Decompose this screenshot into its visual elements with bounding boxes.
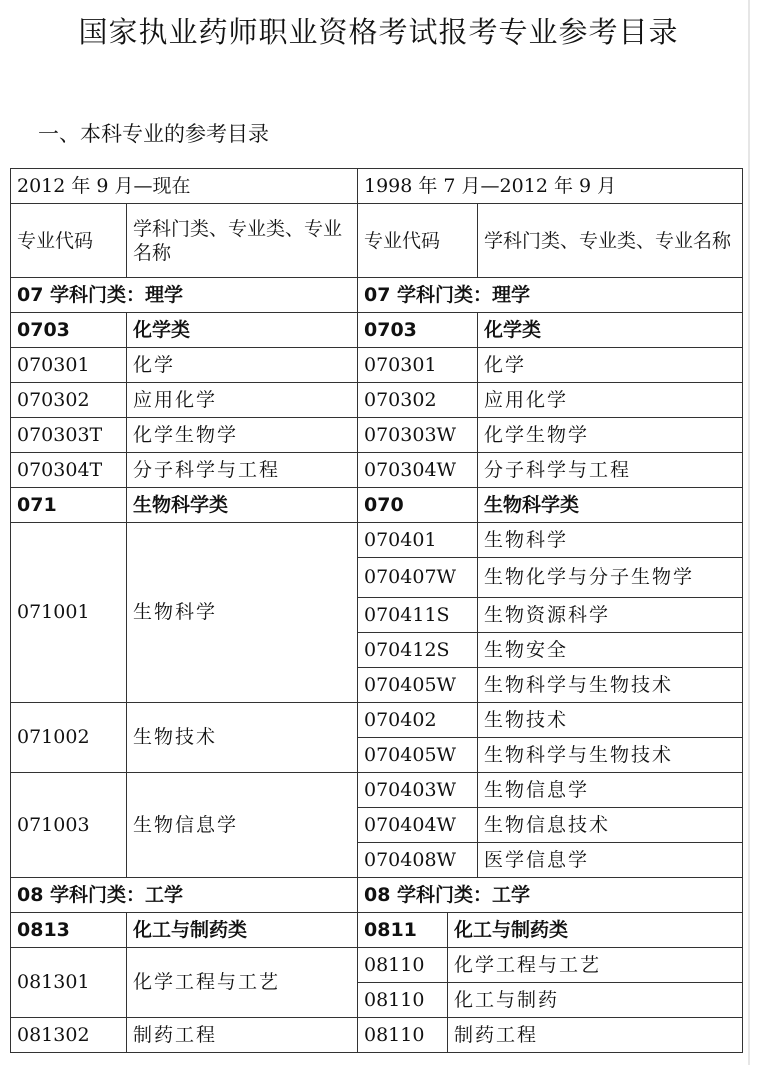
major-name: 生物技术 bbox=[127, 703, 358, 773]
table-row bbox=[11, 523, 358, 703]
major-name: 生物信息学 bbox=[127, 773, 358, 878]
major-code: 070405W bbox=[358, 668, 478, 703]
major-code: 081302 bbox=[11, 1018, 127, 1053]
table-row bbox=[358, 633, 743, 668]
table-row bbox=[358, 808, 743, 843]
section-heading: 一、本科专业的参考目录 bbox=[38, 122, 269, 146]
table-row bbox=[358, 703, 743, 738]
major-name: 应用化学 bbox=[127, 383, 358, 418]
page-title: 国家执业药师职业资格考试报考专业参考目录 bbox=[78, 15, 679, 49]
table-row bbox=[358, 738, 743, 773]
table-row bbox=[358, 668, 743, 703]
table-row bbox=[358, 1018, 743, 1053]
major-name: 制药工程 bbox=[448, 1018, 743, 1053]
major-code: 070303T bbox=[11, 418, 127, 453]
header-row bbox=[358, 204, 743, 278]
group-row bbox=[11, 488, 358, 523]
major-code: 070302 bbox=[358, 383, 478, 418]
group-row bbox=[11, 313, 358, 348]
major-name: 化学 bbox=[127, 348, 358, 383]
major-name: 生物科学与生物技术 bbox=[478, 668, 743, 703]
major-name: 医学信息学 bbox=[478, 843, 743, 878]
group-code: 0703 bbox=[358, 313, 478, 348]
major-name: 化学 bbox=[478, 348, 743, 383]
table-row bbox=[358, 773, 743, 808]
major-name: 化学生物学 bbox=[478, 418, 743, 453]
major-name: 生物信息技术 bbox=[478, 808, 743, 843]
major-code: 070412S bbox=[358, 633, 478, 668]
major-name: 生物资源科学 bbox=[478, 598, 743, 633]
period-row bbox=[358, 169, 743, 204]
header-row bbox=[11, 204, 358, 278]
major-name: 生物技术 bbox=[478, 703, 743, 738]
table-row bbox=[11, 453, 358, 488]
group-name: 生物科学类 bbox=[127, 488, 358, 523]
major-name: 化学工程与工艺 bbox=[448, 948, 743, 983]
group-code: 0813 bbox=[11, 913, 127, 948]
column-header-code: 专业代码 bbox=[11, 204, 127, 278]
major-name: 化学工程与工艺 bbox=[127, 948, 358, 1018]
major-code: 070408W bbox=[358, 843, 478, 878]
table-row bbox=[358, 348, 743, 383]
group-code: 0811 bbox=[358, 913, 448, 948]
table-row bbox=[358, 523, 743, 558]
major-name: 生物安全 bbox=[478, 633, 743, 668]
major-code: 070304T bbox=[11, 453, 127, 488]
group-name: 化工与制药类 bbox=[448, 913, 743, 948]
group-name: 化工与制药类 bbox=[127, 913, 358, 948]
table-row bbox=[11, 348, 358, 383]
period-label: 2012 年 9 月—现在 bbox=[11, 169, 358, 204]
table-row bbox=[11, 703, 358, 773]
group-name: 生物科学类 bbox=[478, 488, 743, 523]
category-row bbox=[11, 878, 358, 913]
major-code: 070304W bbox=[358, 453, 478, 488]
table-row bbox=[358, 418, 743, 453]
table-row bbox=[358, 453, 743, 488]
table-row bbox=[11, 418, 358, 453]
major-code: 071003 bbox=[11, 773, 127, 878]
table-row bbox=[358, 948, 743, 983]
major-code: 070402 bbox=[358, 703, 478, 738]
major-code: 071002 bbox=[11, 703, 127, 773]
major-name: 化学生物学 bbox=[127, 418, 358, 453]
group-row bbox=[358, 313, 743, 348]
major-code: 08110 bbox=[358, 948, 448, 983]
group-row bbox=[358, 913, 743, 948]
table-row bbox=[358, 983, 743, 1018]
major-name: 生物化学与分子生物学 bbox=[478, 558, 743, 598]
period-row bbox=[11, 169, 358, 204]
group-code: 0703 bbox=[11, 313, 127, 348]
table-row bbox=[358, 843, 743, 878]
category-label: 08 学科门类：工学 bbox=[358, 878, 743, 913]
category-label: 07 学科门类：理学 bbox=[11, 278, 358, 313]
group-row bbox=[11, 913, 358, 948]
table-row bbox=[11, 948, 358, 1018]
major-code: 070411S bbox=[358, 598, 478, 633]
table-row bbox=[358, 383, 743, 418]
group-name: 化学类 bbox=[478, 313, 743, 348]
major-code: 070403W bbox=[358, 773, 478, 808]
column-header-name: 学科门类、专业类、专业名称 bbox=[127, 204, 358, 278]
major-code: 08110 bbox=[358, 983, 448, 1018]
column-header-code: 专业代码 bbox=[358, 204, 478, 278]
major-name: 分子科学与工程 bbox=[127, 453, 358, 488]
major-code: 070405W bbox=[358, 738, 478, 773]
category-row bbox=[11, 278, 358, 313]
category-label: 08 学科门类：工学 bbox=[11, 878, 358, 913]
major-code: 070301 bbox=[358, 348, 478, 383]
major-code: 081301 bbox=[11, 948, 127, 1018]
catalog-tables bbox=[10, 168, 742, 1052]
current-catalog-table bbox=[10, 168, 358, 1053]
category-row bbox=[358, 878, 743, 913]
table-row bbox=[358, 558, 743, 598]
major-name: 制药工程 bbox=[127, 1018, 358, 1053]
major-code: 070407W bbox=[358, 558, 478, 598]
major-name: 生物科学 bbox=[127, 523, 358, 703]
major-code: 070404W bbox=[358, 808, 478, 843]
page-edge-divider bbox=[748, 0, 750, 1065]
major-code: 071001 bbox=[11, 523, 127, 703]
major-code: 070301 bbox=[11, 348, 127, 383]
period-label: 1998 年 7 月—2012 年 9 月 bbox=[358, 169, 743, 204]
table-row bbox=[11, 1018, 358, 1053]
major-code: 08110 bbox=[358, 1018, 448, 1053]
major-name: 分子科学与工程 bbox=[478, 453, 743, 488]
table-row bbox=[358, 598, 743, 633]
major-name: 应用化学 bbox=[478, 383, 743, 418]
table-row bbox=[11, 773, 358, 878]
group-row bbox=[358, 488, 743, 523]
group-code: 070 bbox=[358, 488, 478, 523]
major-code: 070302 bbox=[11, 383, 127, 418]
previous-catalog-table bbox=[357, 168, 743, 1053]
major-code: 070401 bbox=[358, 523, 478, 558]
group-code: 071 bbox=[11, 488, 127, 523]
major-name: 化工与制药 bbox=[448, 983, 743, 1018]
major-code: 070303W bbox=[358, 418, 478, 453]
major-name: 生物信息学 bbox=[478, 773, 743, 808]
category-row bbox=[358, 278, 743, 313]
major-name: 生物科学与生物技术 bbox=[478, 738, 743, 773]
major-name: 生物科学 bbox=[478, 523, 743, 558]
table-row bbox=[11, 383, 358, 418]
group-name: 化学类 bbox=[127, 313, 358, 348]
category-label: 07 学科门类：理学 bbox=[358, 278, 743, 313]
column-header-name: 学科门类、专业类、专业名称 bbox=[478, 204, 743, 278]
